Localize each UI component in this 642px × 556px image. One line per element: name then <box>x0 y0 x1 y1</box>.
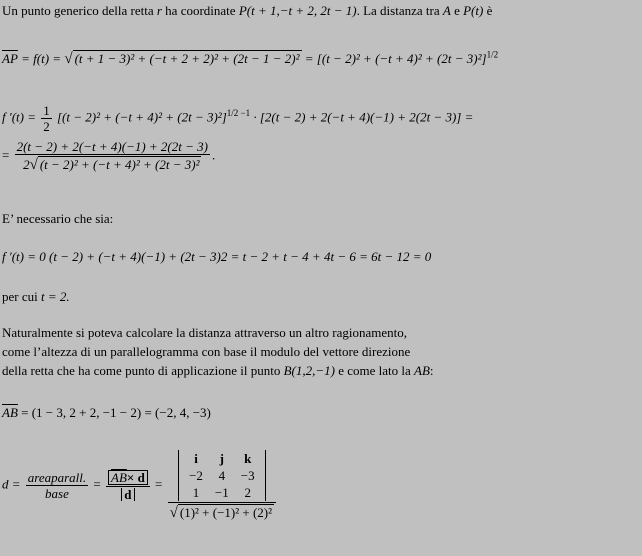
paragraph-line-1: Naturalmente si poteva calcolare la distanza attraverso un altro ragionamento, <box>2 325 407 340</box>
paragraph-colon: : <box>429 363 434 378</box>
cross-product-fraction <box>106 470 150 501</box>
t-value: t = 2. <box>40 289 70 304</box>
final-eq-2: = <box>155 476 163 492</box>
matrix-cell: j <box>219 451 225 466</box>
half-denominator: 2 <box>43 119 50 134</box>
derivative-eq: = <box>2 147 10 163</box>
denominator-sqrt-body: (t − 2)² + (−t + 4)² + (2t − 3)² <box>39 157 200 172</box>
derivative-dot: . <box>211 147 216 163</box>
cross-times-d: × d <box>126 470 145 485</box>
matrix-row-2 <box>183 467 261 484</box>
paragraph-line-3a: della retta che ha come punto di applicazione il punto <box>2 363 281 378</box>
matrix-cell: 1 <box>192 485 200 500</box>
distance-exponent: 1/2 <box>486 49 499 60</box>
cross-product-box <box>108 470 148 485</box>
matrix-cell: 2 <box>244 485 251 500</box>
distance-eq2: = [(t − 2)² + (−t + 4)² + (2t − 3)²] <box>304 51 487 66</box>
radical-sign-3: √ <box>169 505 178 521</box>
point-a: A <box>442 3 451 18</box>
vector-ab: $\overline{AB}$ <box>2 405 18 420</box>
point-b: B(1,2,−1) <box>283 363 335 378</box>
per-cui-text: per cui <box>2 289 38 304</box>
distance-sqrt-body: (t + 1 − 3)² + (−t + 2 + 2)² + (2t − 1 − 2)² <box>74 51 300 66</box>
matrix-cell: −1 <box>214 485 229 500</box>
matrix-cell: −3 <box>240 468 255 483</box>
segment-ap: $\overline{AP}$ <box>2 51 18 66</box>
denominator-two: 2 <box>23 157 30 172</box>
cross-ab: $\overline{AB}$ <box>111 470 127 485</box>
cross-product-numerator <box>106 470 150 487</box>
intro-e: e <box>454 3 460 18</box>
determinant-denominator <box>168 503 276 521</box>
direction-norm: d <box>121 488 134 501</box>
distance-formula <box>2 50 498 67</box>
derivative-lhs: f ′(t) = <box>2 109 36 125</box>
derivative-bracket: [(t − 2)² + (−t + 4)² + (2t − 3)²] <box>57 109 227 125</box>
intro-text-2: ha coordinate <box>165 3 236 18</box>
area-numerator: areaparall. <box>27 470 87 485</box>
matrix-row-3 <box>183 484 261 501</box>
necessario-line: E’ necessario che sia: <box>2 211 114 226</box>
paragraph-line-3 <box>2 364 434 377</box>
determinant-numerator <box>168 450 276 503</box>
direction-norm-denominator <box>106 487 150 501</box>
matrix-cell: k <box>244 451 252 466</box>
distance-final-formula <box>2 450 278 521</box>
derivative-numerator: 2(t − 2) + 2(−t + 4)(−1) + 2(2t − 3) <box>16 139 208 154</box>
point-pt: P(t) <box>463 3 484 18</box>
derivative-exponent: 1/2 −1 <box>226 108 251 119</box>
final-eq-1: = <box>93 476 101 492</box>
radical-sign: √ <box>64 51 73 67</box>
derivative-line-1 <box>2 104 473 133</box>
direction-norm-sqrt: (1)² + (−1)² + (2)² <box>179 505 273 520</box>
determinant-fraction <box>168 450 276 521</box>
half-numerator: 1 <box>43 103 50 118</box>
final-d: d = <box>2 476 21 492</box>
distance-eq1: = f(t) = <box>21 51 62 66</box>
vector-ab-line <box>2 406 211 419</box>
point-coordinates: P(t + 1,−t + 2, 2t − 1) <box>238 3 357 18</box>
matrix-cell: −2 <box>189 468 203 483</box>
intro-text-3: . La distanza tra <box>356 3 440 18</box>
paragraph-line-2: come l’altezza di un parallelogramma con base il modulo del vettore direzione <box>2 344 411 359</box>
per-cui-line <box>2 290 70 303</box>
line-r: r <box>156 3 162 18</box>
derivative-fraction <box>15 140 210 173</box>
intro-text-1: Un punto generico della retta <box>2 3 154 18</box>
determinant-matrix <box>178 450 266 501</box>
segment-ab-label: AB <box>414 363 430 378</box>
paragraph-line-3b: e come lato la <box>338 363 411 378</box>
derivative-denominator <box>15 155 210 173</box>
derivative-zero-equation: f ′(t) = 0 (t − 2) + (−t + 4)(−1) + (2t − 3)2 = t − 2 + t − 4 + 4t − 6 = 6t − 12 = 0 <box>2 249 432 264</box>
matrix-cell: 4 <box>218 468 226 483</box>
intro-line <box>2 4 492 17</box>
matrix-cell: i <box>194 451 198 466</box>
matrix-table <box>183 450 261 501</box>
area-base-fraction <box>26 471 88 500</box>
intro-text-4: è <box>486 3 493 18</box>
half-fraction <box>41 104 52 133</box>
base-denominator: base <box>45 486 69 501</box>
matrix-row-1 <box>183 450 261 467</box>
radical-sign-2: √ <box>29 157 38 173</box>
vector-ab-components: = (1 − 3, 2 + 2, −1 − 2) = (−2, 4, −3) <box>21 405 211 420</box>
derivative-rest: · [2(t − 2) + 2(−t + 4)(−1) + 2(2t − 3)] = <box>253 109 474 125</box>
derivative-line-2 <box>2 140 215 173</box>
